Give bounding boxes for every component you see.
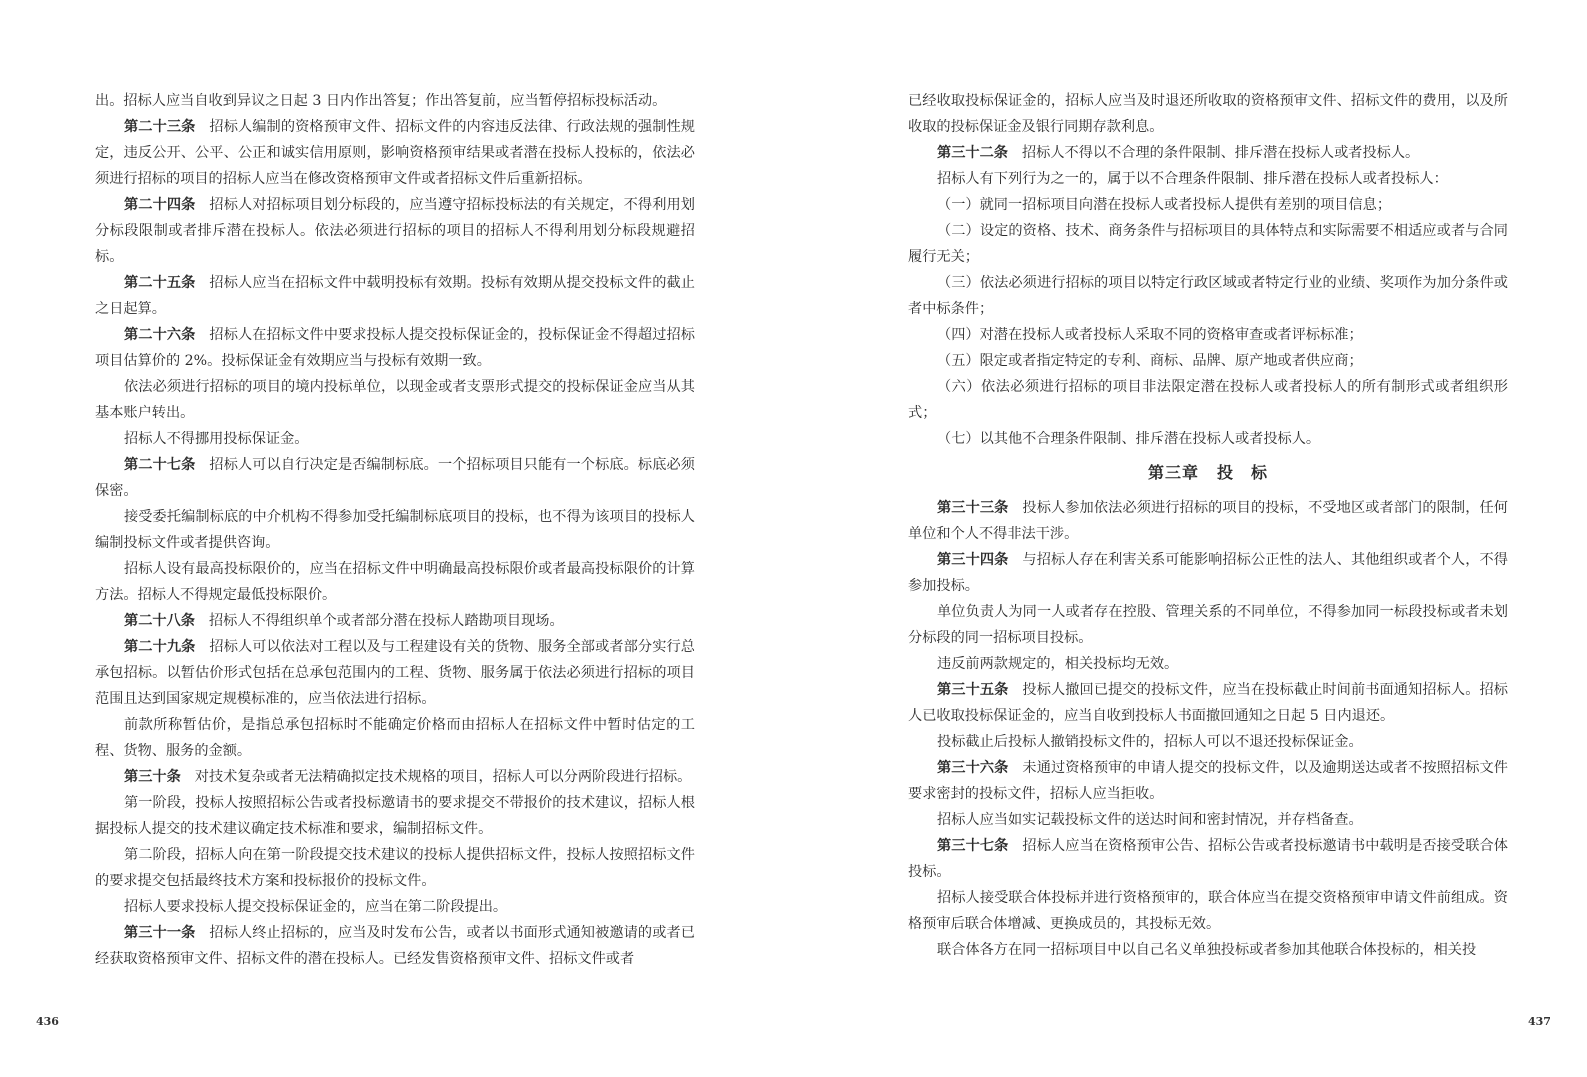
chapter-heading [908, 460, 1508, 486]
paragraph [95, 894, 695, 920]
article-paragraph [95, 608, 695, 634]
article-paragraph [95, 452, 695, 504]
paragraph [908, 192, 1508, 218]
article-paragraph [95, 764, 695, 790]
paragraph-text: （三）依法必须进行招标的项目以特定行政区域或者特定行业的业绩、奖项作为加分条件或者中标条件； [908, 275, 1508, 317]
paragraph-text: （一）就同一招标项目向潜在投标人或者投标人提供有差别的项目信息； [937, 197, 1392, 213]
article-number: 第三十五条 [937, 682, 1009, 698]
paragraph [908, 729, 1508, 755]
article-paragraph [95, 920, 695, 972]
article-paragraph [908, 547, 1508, 599]
paragraph-text: 与招标人存在利害关系可能影响招标公正性的法人、其他组织或者个人，不得参加投标。 [908, 552, 1508, 594]
article-number: 第三十条 [124, 769, 181, 785]
article-number: 第三十四条 [937, 552, 1009, 568]
paragraph [95, 842, 695, 894]
paragraph-text: 依法必须进行招标的项目的境内投标单位，以现金或者支票形式提交的投标保证金应当从其基本账户转出。 [95, 379, 695, 421]
paragraph [908, 218, 1508, 270]
paragraph-text: 招标人接受联合体投标并进行资格预审的，联合体应当在提交资格预审申请文件前组成。资格预审后联合体增减、更换成员的，其投标无效。 [908, 890, 1508, 932]
page-number-left: 436 [36, 1015, 59, 1028]
paragraph-text: 招标人不得以不合理的条件限制、排斥潜在投标人或者投标人。 [1021, 145, 1420, 161]
right-page-section-after [908, 495, 1508, 963]
paragraph [95, 556, 695, 608]
paragraph-text: 接受委托编制标底的中介机构不得参加受托编制标底项目的投标，也不得为该项目的投标人编制投标文件或者提供咨询。 [95, 509, 695, 551]
paragraph [908, 322, 1508, 348]
paragraph [95, 88, 695, 114]
article-paragraph [908, 755, 1508, 807]
article-paragraph [95, 270, 695, 322]
paragraph-text: 招标人有下列行为之一的，属于以不合理条件限制、排斥潜在投标人或者投标人： [937, 171, 1448, 187]
paragraph-text: 已经收取投标保证金的，招标人应当及时退还所收取的资格预审文件、招标文件的费用，以及所收取的投标保证金及银行同期存款利息。 [908, 93, 1508, 135]
right-page [908, 88, 1508, 963]
paragraph-text: （二）设定的资格、技术、商务条件与招标项目的具体特点和实际需要不相适应或者与合同履行无关； [908, 223, 1508, 265]
paragraph-text: （六）依法必须进行招标的项目非法限定潜在投标人或者投标人的所有制形式或者组织形式； [908, 379, 1508, 421]
chapter-number: 第三章 [1147, 463, 1199, 482]
article-paragraph [95, 114, 695, 192]
article-paragraph [908, 495, 1508, 547]
paragraph [908, 807, 1508, 833]
article-number: 第二十六条 [124, 327, 196, 343]
paragraph-text: 前款所称暂估价，是指总承包招标时不能确定价格而由招标人在招标文件中暂时估定的工程、货物、服务的金额。 [95, 717, 695, 759]
paragraph [95, 374, 695, 426]
paragraph-text: 单位负责人为同一人或者存在控股、管理关系的不同单位，不得参加同一标段投标或者未划分标段的同一招标项目投标。 [908, 604, 1508, 646]
paragraph [908, 937, 1508, 963]
paragraph [95, 790, 695, 842]
paragraph-text: 出。招标人应当自收到异议之日起 3 日内作出答复；作出答复前，应当暂停招标投标活动。 [95, 93, 667, 109]
article-paragraph [908, 140, 1508, 166]
paragraph-text: 招标人编制的资格预审文件、招标文件的内容违反法律、行政法规的强制性规定，违反公开、公平、公正和诚实信用原则，影响资格预审结果或者潜在投标人投标的，依法必须进行招标的项目的招标人应当在修改资格预审文件或者招标文件后重新招标。 [95, 119, 695, 187]
paragraph-text: 联合体各方在同一招标项目中以自己名义单独投标或者参加其他联合体投标的，相关投 [937, 942, 1477, 958]
paragraph [908, 885, 1508, 937]
paragraph-text: 招标人要求投标人提交投标保证金的，应当在第二阶段提出。 [124, 899, 508, 915]
right-page-section-before [908, 88, 1508, 452]
paragraph [908, 426, 1508, 452]
paragraph-text: 招标人应当在资格预审公告、招标公告或者投标邀请书中载明是否接受联合体投标。 [908, 838, 1508, 880]
paragraph [908, 348, 1508, 374]
article-paragraph [908, 677, 1508, 729]
paragraph [908, 166, 1508, 192]
paragraph-text: 招标人应当在招标文件中载明投标有效期。投标有效期从提交投标文件的截止之日起算。 [95, 275, 695, 317]
paragraph-text: 招标人终止招标的，应当及时发布公告，或者以书面形式通知被邀请的或者已经获取资格预审文件、招标文件的潜在投标人。已经发售资格预审文件、招标文件或者 [95, 925, 695, 967]
paragraph-text: 投标人参加依法必须进行招标的项目的投标，不受地区或者部门的限制，任何单位和个人不得非法干涉。 [908, 500, 1508, 542]
article-number: 第二十五条 [124, 275, 196, 291]
article-number: 第二十四条 [124, 197, 196, 213]
paragraph-text: 招标人不得挪用投标保证金。 [124, 431, 309, 447]
paragraph-text: 第一阶段，投标人按照招标公告或者投标邀请书的要求提交不带报价的技术建议，招标人根据投标人提交的技术建议确定技术标准和要求，编制招标文件。 [95, 795, 695, 837]
paragraph-text: 违反前两款规定的，相关投标均无效。 [937, 656, 1179, 672]
paragraph [908, 651, 1508, 677]
article-number: 第二十七条 [124, 457, 196, 473]
article-number: 第三十一条 [124, 925, 196, 941]
article-paragraph [95, 634, 695, 712]
paragraph [908, 374, 1508, 426]
paragraph [95, 712, 695, 764]
paragraph-text: 招标人可以自行决定是否编制标底。一个招标项目只能有一个标底。标底必须保密。 [95, 457, 695, 499]
article-number: 第二十三条 [124, 119, 196, 135]
paragraph-text: 第二阶段，招标人向在第一阶段提交技术建议的投标人提供招标文件，投标人按照招标文件的要求提交包括最终技术方案和投标报价的投标文件。 [95, 847, 695, 889]
article-number: 第二十八条 [124, 613, 195, 629]
article-paragraph [95, 322, 695, 374]
article-paragraph [95, 192, 695, 270]
article-number: 第三十三条 [937, 500, 1009, 516]
paragraph-text: 招标人对招标项目划分标段的，应当遵守招标投标法的有关规定，不得利用划分标段限制或者排斥潜在投标人。依法必须进行招标的项目的招标人不得利用划分标段规避招标。 [95, 197, 695, 265]
paragraph [908, 88, 1508, 140]
paragraph-text: （七）以其他不合理条件限制、排斥潜在投标人或者投标人。 [937, 431, 1321, 447]
paragraph-text: （五）限定或者指定特定的专利、商标、品牌、原产地或者供应商； [937, 353, 1363, 369]
paragraph [908, 270, 1508, 322]
paragraph-text: 投标截止后投标人撤销投标文件的，招标人可以不退还投标保证金。 [937, 734, 1363, 750]
paragraph-text: 招标人可以依法对工程以及与工程建设有关的货物、服务全部或者部分实行总承包招标。以暂估价形式包括在总承包范围内的工程、货物、服务属于依法必须进行招标的项目范围且达到国家规定规模标准的，应当依法进行招标。 [95, 639, 695, 707]
article-number: 第三十六条 [937, 760, 1009, 776]
article-number: 第三十七条 [937, 838, 1009, 854]
page-number-right: 437 [1528, 1015, 1551, 1028]
article-number: 第二十九条 [124, 639, 196, 655]
paragraph-text: 投标人撤回已提交的投标文件，应当在投标截止时间前书面通知招标人。招标人已收取投标保证金的，应当自收到投标人书面撤回通知之日起 5 日内退还。 [908, 682, 1508, 724]
article-paragraph [908, 833, 1508, 885]
paragraph [95, 504, 695, 556]
paragraph-text: 招标人设有最高投标限价的，应当在招标文件中明确最高投标限价或者最高投标限价的计算方法。招标人不得规定最低投标限价。 [95, 561, 695, 603]
left-page [95, 88, 695, 972]
article-number: 第三十二条 [937, 145, 1008, 161]
paragraph-text: 招标人应当如实记载投标文件的送达时间和密封情况，并存档备查。 [937, 812, 1363, 828]
paragraph [95, 426, 695, 452]
paragraph-text: 对技术复杂或者无法精确拟定技术规格的项目，招标人可以分两阶段进行招标。 [194, 769, 692, 785]
paragraph-text: 招标人不得组织单个或者部分潜在投标人踏勘项目现场。 [208, 613, 564, 629]
paragraph-text: 招标人在招标文件中要求投标人提交投标保证金的，投标保证金不得超过招标项目估算价的 2%。投标保证金有效期应当与投标有效期一致。 [95, 327, 695, 369]
paragraph-text: （四）对潜在投标人或者投标人采取不同的资格审查或者评标标准； [937, 327, 1363, 343]
paragraph [908, 599, 1508, 651]
chapter-title: 投 标 [1217, 463, 1269, 482]
paragraph-text: 未通过资格预审的申请人提交的投标文件，以及逾期送达或者不按照招标文件要求密封的投标文件，招标人应当拒收。 [908, 760, 1508, 802]
